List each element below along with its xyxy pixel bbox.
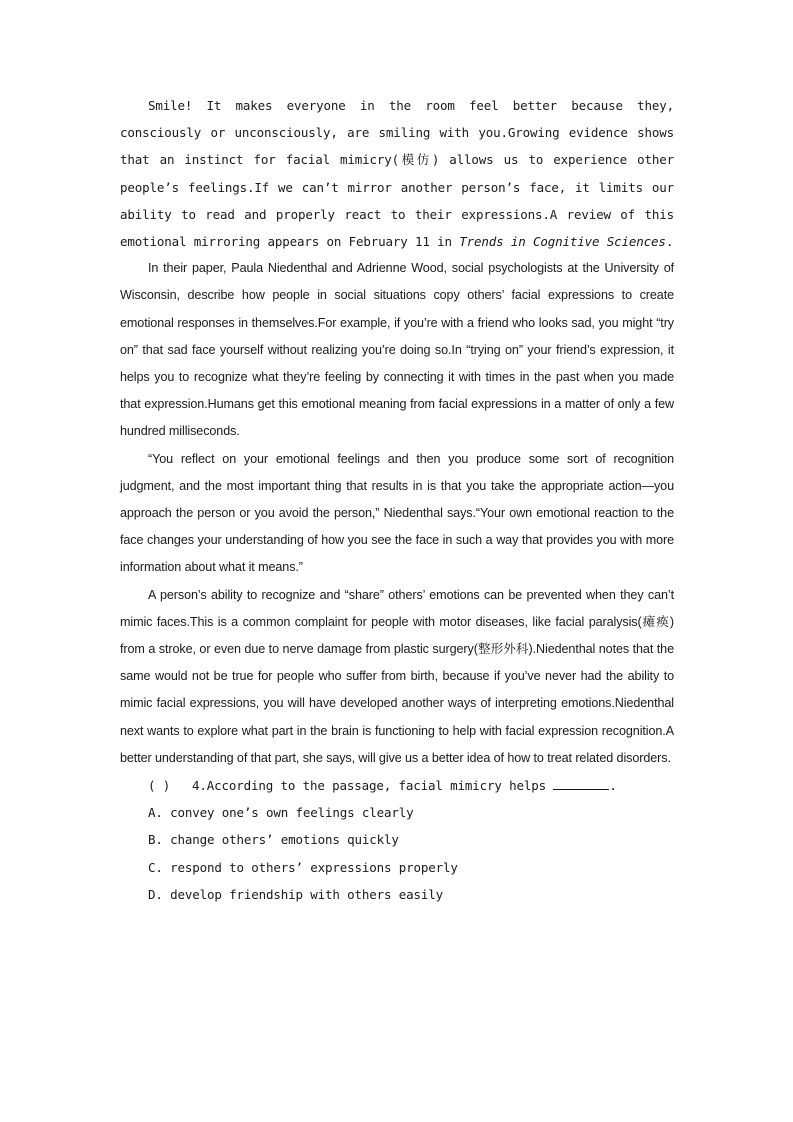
paragraph-1-text: Smile! It makes everyone in the room feel better because they, consciously or unconsciously, are smiling with you.Growing evidence shows that an instinct for facial mimicry(模仿) allows us to experience other people’s feelings.If we can’t mirror another person’s face, it limits our ability to read and properly react to their expressions.A review of this emotional mirroring appears on February 11 in bbox=[120, 98, 674, 250]
paragraph-1-end: . bbox=[665, 234, 674, 250]
document-page bbox=[120, 92, 674, 908]
journal-title: Trends in Cognitive Sciences bbox=[459, 234, 666, 250]
option-d[interactable]: D. develop friendship with others easily bbox=[148, 886, 444, 902]
paragraph-1 bbox=[120, 92, 674, 255]
answer-bracket[interactable]: ( ) bbox=[148, 778, 171, 794]
paragraph-3: “You reflect on your emotional feelings and then you produce some sort of recognition judgment, and the most important thing that results in is that you take the appropriate action—you approach the person or you avoid the person,” Niedenthal says.“Your own emotional reaction to the face changes your understanding of how you see the face in such a way that provides you with more information about what it means.” bbox=[120, 451, 674, 575]
option-b[interactable]: B. change others’ emotions quickly bbox=[148, 832, 399, 848]
question-stem: 4.According to the passage, facial mimicry helps bbox=[192, 778, 554, 794]
answer-blank bbox=[553, 779, 609, 790]
option-a[interactable]: A. convey one’s own feelings clearly bbox=[148, 805, 414, 821]
question-4 bbox=[120, 772, 674, 799]
option-c[interactable]: C. respond to others’ expressions properly bbox=[148, 859, 458, 875]
paragraph-2: In their paper, Paula Niedenthal and Adrienne Wood, social psychologists at the University of Wisconsin, describe how people in social situations copy others’ facial expressions to create emotional responses in themselves.For example, if you’re with a friend who looks sad, you might “try on” that sad face yourself without realizing you’re doing so.In “trying on” your friend’s expression, it helps you to recognize what they’re feeling by connecting it with times in the past when you made that expression.Humans get this emotional meaning from facial expressions in a matter of only a few hundred milliseconds. bbox=[120, 261, 674, 439]
paragraph-4: A person’s ability to recognize and “share” others’ emotions can be prevented when they can’t mimic faces.This is a common complaint for people with motor diseases, like facial paralysis(瘫痪) from a stroke, or even due to nerve damage from plastic surgery(整形外科).Niedenthal notes that the same would not be true for people who suffer from birth, because if you’ve never had the ability to mimic facial expressions, you will have developed another ways of interpreting emotions.Niedenthal next wants to explore what part in the brain is functioning to help with facial expression recognition.A better understanding of that part, she says, will give us a better idea of how to treat related disorders. bbox=[120, 587, 674, 765]
question-stem-end: . bbox=[609, 778, 617, 794]
